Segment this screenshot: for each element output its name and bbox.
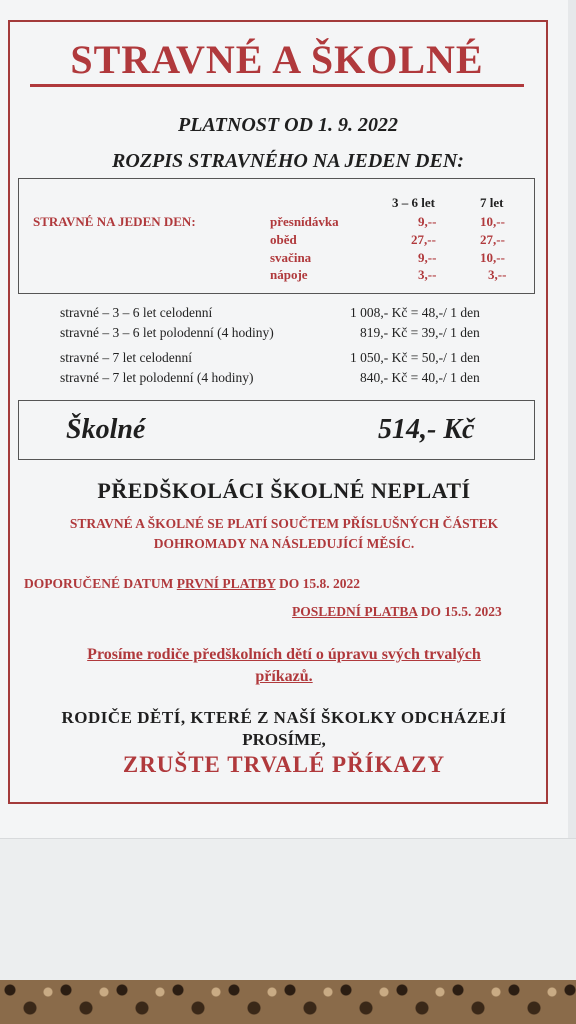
meal-price-7: 10,-- — [480, 214, 505, 229]
col-header-7: 7 let — [480, 195, 504, 210]
validity-date: PLATNOST OD 1. 9. 2022 — [178, 114, 398, 136]
leaving-note: PROSÍME, — [242, 730, 326, 749]
meal-item: přesnídávka — [270, 214, 339, 229]
monthly-value: 1 008,- Kč = 48,-/ 1 den — [350, 305, 480, 320]
meal-price-7: 10,-- — [480, 250, 505, 265]
first-payment-prefix: DOPORUČENÉ DATUM — [24, 576, 174, 591]
tuition-label: Školné — [66, 414, 146, 445]
meal-item: oběd — [270, 232, 297, 247]
request-line: Prosíme rodiče předškolních dětí o úpravu svých trvalých — [87, 646, 481, 663]
cancel-orders: ZRUŠTE TRVALÉ PŘÍKAZY — [122, 752, 446, 777]
first-payment-line — [24, 576, 360, 592]
meal-price-3-6: 27,-- — [411, 232, 436, 247]
breakdown-heading: ROZPIS STRAVNÉHO NA JEDEN DEN: — [112, 150, 464, 172]
meal-price-3-6: 3,-- — [418, 267, 437, 282]
last-payment-date: DO 15.5. 2023 — [420, 604, 502, 619]
payment-note: DOHROMADY NA NÁSLEDUJÍCÍ MĚSÍC. — [153, 536, 415, 551]
monthly-label: stravné – 7 let polodenní (4 hodiny) — [60, 370, 254, 385]
monthly-value: 1 050,- Kč = 50,-/ 1 den — [350, 350, 480, 365]
monthly-label: stravné – 7 let celodenní — [60, 350, 192, 365]
meal-price-3-6: 9,-- — [418, 214, 437, 229]
leaving-note: RODIČE DĚTÍ, KTERÉ Z NAŠÍ ŠKOLKY ODCHÁZEJÍ — [61, 708, 507, 727]
col-header-3-6: 3 – 6 let — [392, 195, 435, 210]
last-payment-emph: POSLEDNÍ PLATBA — [292, 604, 418, 619]
meal-price-7: 3,-- — [488, 267, 507, 282]
first-payment-date: DO 15.8. 2022 — [279, 576, 361, 591]
page-title: STRAVNÉ A ŠKOLNÉ — [30, 38, 524, 87]
first-payment-emph: PRVNÍ PLATBY — [176, 576, 276, 591]
daily-table-label: STRAVNÉ NA JEDEN DEN: — [33, 214, 196, 229]
meal-item: nápoje — [270, 267, 308, 282]
monthly-value: 840,- Kč = 40,-/ 1 den — [360, 370, 480, 385]
request-line: příkazů. — [255, 668, 313, 685]
meal-item: svačina — [270, 250, 312, 265]
last-payment-line — [292, 604, 502, 620]
payment-note: STRAVNÉ A ŠKOLNÉ SE PLATÍ SOUČTEM PŘÍSLUŠNÝCH ČÁSTEK — [69, 516, 499, 531]
meal-price-7: 27,-- — [480, 232, 505, 247]
preschool-note: PŘEDŠKOLÁCI ŠKOLNÉ NEPLATÍ — [97, 478, 471, 503]
fabric-background — [0, 980, 576, 1024]
monthly-value: 819,- Kč = 39,-/ 1 den — [360, 325, 480, 340]
monthly-label: stravné – 3 – 6 let celodenní — [60, 305, 213, 320]
meal-price-3-6: 9,-- — [418, 250, 437, 265]
paper-underlay — [0, 838, 576, 981]
tuition-value: 514,- Kč — [378, 414, 475, 445]
monthly-label: stravné – 3 – 6 let polodenní (4 hodiny) — [60, 325, 274, 340]
